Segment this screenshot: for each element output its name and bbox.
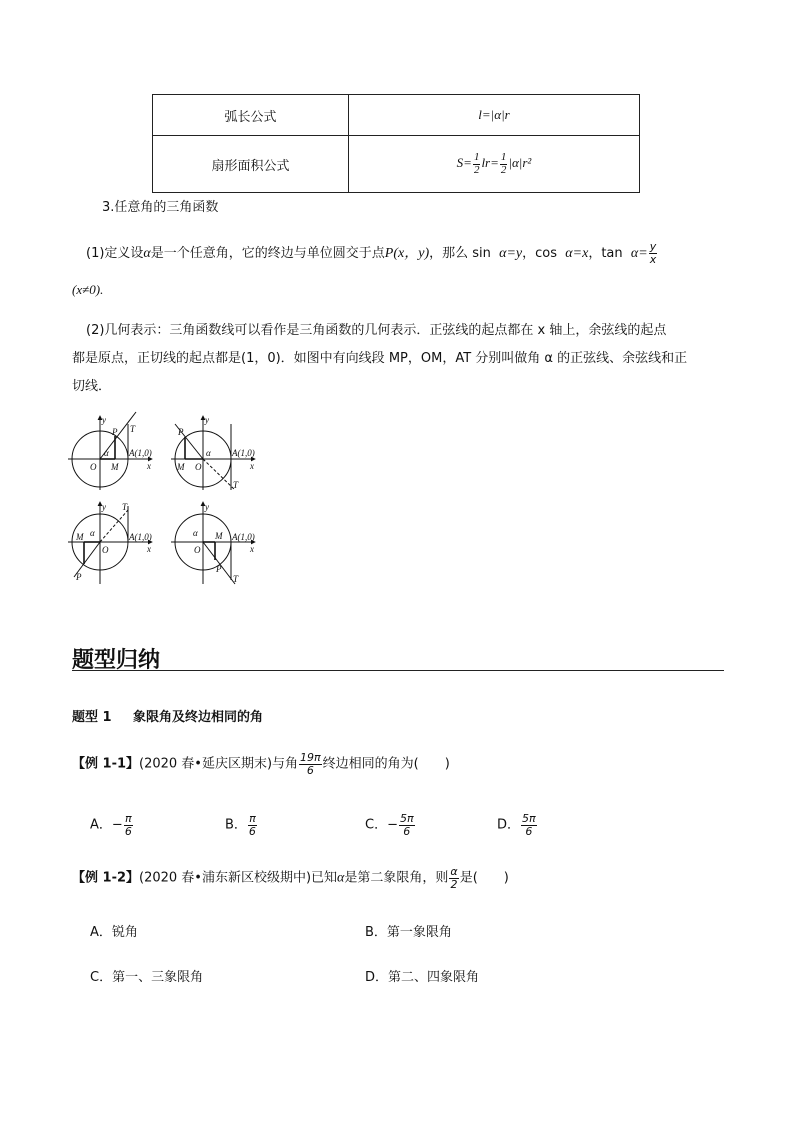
example-tag: 【例 1-2】 [72,870,140,886]
label-m: M [111,462,119,472]
section-title: 3.任意角的三角函数 [102,200,219,215]
formula-part: lr= [481,154,499,170]
fraction-numerator: α [450,865,458,878]
text: ，那么 sin [429,246,491,261]
label-t: T [233,574,239,584]
option-letter: D． [497,817,521,833]
formula-table [152,94,640,193]
fraction-denominator: 6 [403,824,411,838]
option-a: A．锐角 [90,925,138,940]
fraction-denominator: 2 [473,163,480,176]
axis-label-x: x [250,544,254,554]
example-1-2 [72,866,509,890]
table-cell-formula [349,136,640,193]
axis-label-y: y [205,415,209,425]
fraction-denominator: 6 [306,763,314,777]
text: ，cos [522,246,558,261]
option-c [365,813,416,837]
label-origin: O [194,545,201,555]
definition-condition: (x≠0). [72,282,104,297]
fraction-denominator: 2 [500,163,507,176]
table-cell-formula: l=|α|r [349,95,640,136]
fraction-numerator: 1 [473,150,480,163]
label-p: P [178,427,184,437]
label-p: P [112,427,118,437]
fraction [521,813,537,837]
diagram-quadrant-4 [171,502,255,584]
fraction [649,241,658,265]
label-a: A(1,0) [232,448,255,458]
example-1-1 [72,752,450,776]
sin-def: α=y [499,246,523,261]
option-letter: C． [365,817,388,833]
fraction-numerator: 5π [399,812,414,825]
label-t: T [130,424,136,434]
alpha-symbol: α [143,246,151,261]
label-m: M [215,531,223,541]
option-d: D．第二、四象限角 [365,970,480,985]
fraction-numerator: 5π [522,812,536,825]
table-row [153,95,640,136]
formula-part: S= [456,154,472,170]
point-p: P(x，y) [384,246,430,261]
formula-part: |α|r² [508,154,532,170]
label-origin: O [195,462,202,472]
axis-label-x: x [147,544,151,554]
option-sign: − [387,817,398,833]
label-t: T [122,502,128,512]
fraction-numerator: 19π [300,751,321,764]
fraction-numerator: π [125,812,132,825]
label-alpha: α [90,528,95,538]
label-alpha: α [193,528,198,538]
geometry-line-1: (2)几何表示：三角函数线可以看作是三角函数的几何表示．正弦线的起点都在 x 轴上，余弦线的起点 [86,323,667,338]
option-d [497,813,538,837]
fraction [473,152,481,176]
fraction-denominator: x [649,253,657,266]
axis-label-y: y [102,502,106,512]
fraction [399,813,415,837]
option-b: B．第一象限角 [365,925,452,940]
option-c: C．第一、三象限角 [90,970,204,985]
fraction-numerator: y [649,240,657,254]
example-source: (2020 春•延庆区期末)与角 [139,756,299,772]
label-m: M [177,462,185,472]
fraction-denominator: 2 [450,877,458,891]
geometry-line-2: 都是原点，正切线的起点都是(1，0)．如图中有向线段 MP，OM，AT 分别叫做角 α 的正弦线、余弦线和正 [72,351,688,366]
label-a: A(1,0) [232,532,255,542]
diagram-quadrant-2 [171,415,255,490]
option-letter: B． [225,817,247,833]
fraction [449,866,458,890]
label-p: P [76,572,82,582]
axis-label-x: x [250,461,254,471]
label-t: T [233,480,239,490]
label-a: A(1,0) [129,532,152,542]
fraction [500,152,508,176]
table-cell-name: 扇形面积公式 [153,136,349,193]
table-row [153,136,640,193]
label-m: M [76,532,84,542]
label-alpha: α [206,448,211,458]
option-sign: − [111,817,123,833]
example-question: 终边相同的角为( ) [322,756,450,772]
example-question: 是( ) [459,870,509,886]
axis-label-y: y [102,415,106,425]
fraction-denominator: 6 [248,824,256,838]
fraction-denominator: 6 [124,824,132,838]
example-tag: 【例 1-1】 [72,756,140,772]
text: 是一个任意角，它的终边与单位圆交于点 [150,246,385,261]
alpha-symbol: α [337,870,345,886]
axis-label-y: y [205,502,209,512]
axis-label-x: x [147,461,151,471]
label-p: P [216,564,222,574]
option-b [225,813,258,837]
option-letter: A． [90,817,112,833]
fraction [248,813,257,837]
geometry-line-3: 切线． [72,379,112,394]
cos-def: α=x [565,246,589,261]
example-mid: 是第二象限角，则 [344,870,449,886]
question-type-title: 象限角及终边相同的角 [133,710,264,725]
label-a: A(1,0) [129,448,152,458]
diagram-quadrant-3 [68,502,152,584]
option-a [90,813,134,837]
definition-paragraph [86,240,746,268]
example-source: (2020 春•浦东新区校级期中)已知 [139,870,338,886]
label-alpha: α [104,448,109,458]
label-origin: O [102,545,109,555]
trig-line-diagrams [60,410,280,590]
fraction-numerator: 1 [500,150,507,163]
fraction-denominator: 6 [525,824,533,838]
fraction [124,813,133,837]
tan-def: α= [630,246,648,261]
fraction-numerator: π [249,812,256,825]
text: (1)定义设 [86,246,144,261]
fraction [299,752,322,776]
text: ，tan [588,246,623,261]
table-cell-name: 弧长公式 [153,95,349,136]
question-type-label: 题型 1 [72,710,112,725]
heading-underline [72,670,724,671]
label-origin: O [90,462,97,472]
section-heading: 题型归纳 [72,648,161,673]
